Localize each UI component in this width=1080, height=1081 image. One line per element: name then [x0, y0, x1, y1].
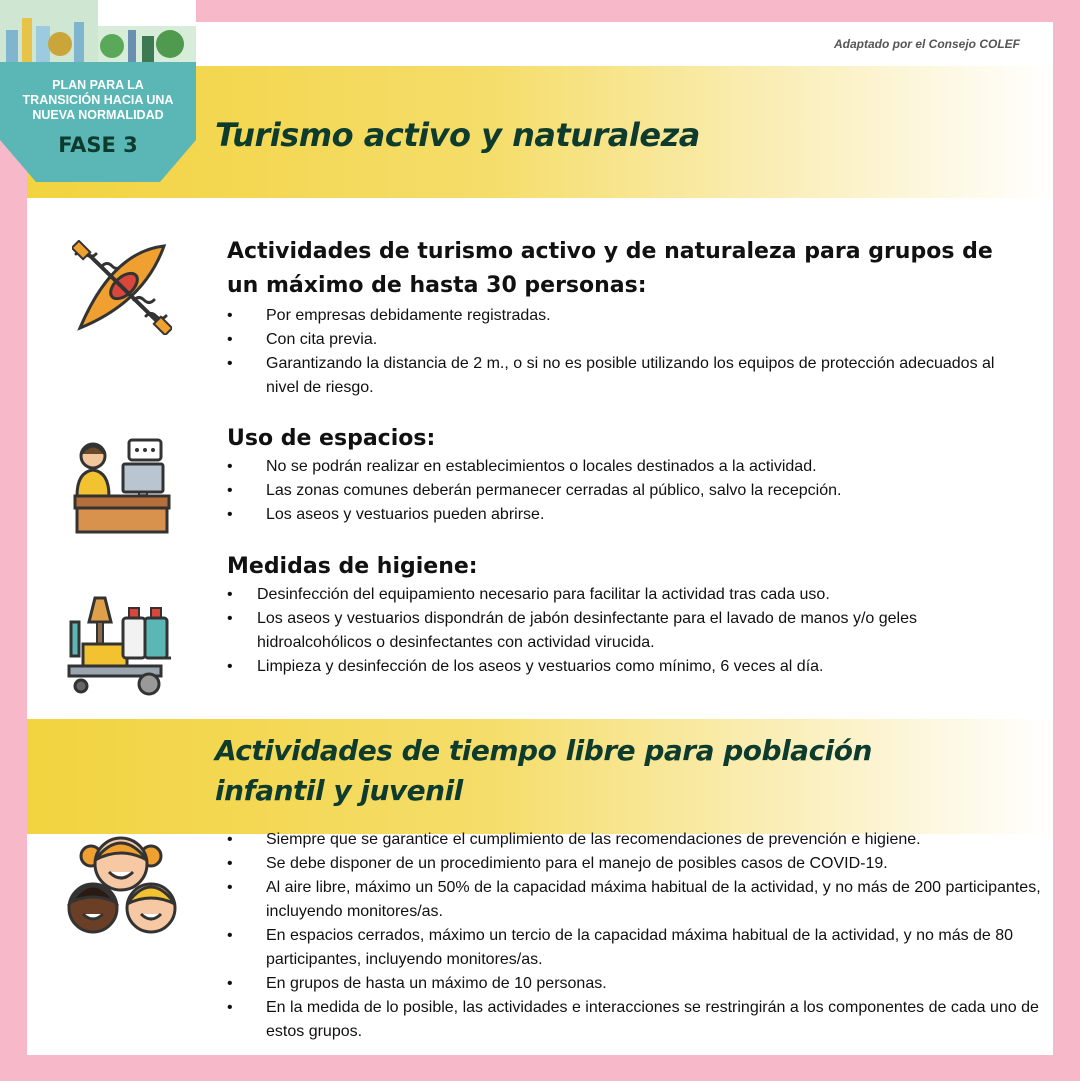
- reception-desk-icon: [73, 434, 173, 539]
- list-item: • En la medida de lo posible, las actividades e interacciones se restringirán a los componentes de cada uno de estos grupos.: [227, 996, 1052, 1044]
- list-item: • Garantizando la distancia de 2 m., o si no es posible utilizando los equipos de protección adecuados al nivel de riesgo.: [227, 352, 1007, 400]
- list-item: • Con cita previa.: [227, 328, 1007, 352]
- list-item: • No se podrán realizar en establecimientos o locales destinados a la actividad.: [227, 455, 1007, 479]
- list-item: • Los aseos y vestuarios pueden abrirse.: [227, 503, 1007, 527]
- phase-label: FASE 3: [58, 133, 138, 157]
- bullet-list: [227, 828, 1052, 1044]
- bullet-list: [227, 304, 1007, 400]
- list-item: • Por empresas debidamente registradas.: [227, 304, 1007, 328]
- badge-line: NUEVA NORMALIDAD: [32, 108, 164, 122]
- bullet-list: [227, 455, 1007, 527]
- badge-text: [0, 78, 196, 123]
- bullet-list: [227, 583, 1007, 679]
- children-icon: [61, 830, 181, 945]
- list-item: • Al aire libre, máximo un 50% de la capacidad máxima habitual de la actividad, y no más de 200 participantes, incluyendo monitores/as.: [227, 876, 1052, 924]
- badge-line: PLAN PARA LA: [52, 78, 144, 92]
- block-heading: Actividades de turismo activo y de naturaleza para grupos de un máximo de hasta 30 personas:: [227, 239, 993, 298]
- list-item: • Siempre que se garantice el cumplimiento de las recomendaciones de prevención e higiene.: [227, 828, 1052, 852]
- list-item: • Las zonas comunes deberán permanecer cerradas al público, salvo la recepción.: [227, 479, 1007, 503]
- kayak-icon: [72, 240, 172, 340]
- list-item: • Desinfección del equipamiento necesario para facilitar la actividad tras cada uso.: [227, 583, 1007, 607]
- list-item: • En espacios cerrados, máximo un tercio de la capacidad máxima habitual de la actividad, y no más de 80 participantes, incluyendo monitores/as.: [227, 924, 1052, 972]
- list-item: • Limpieza y desinfección de los aseos y vestuarios como mínimo, 6 veces al día.: [227, 655, 1007, 679]
- phase-badge: [0, 0, 196, 186]
- list-item: • Los aseos y vestuarios dispondrán de jabón desinfectante para el lavado de manos y/o geles hidroalcohólicos o desinfectantes con actividad virucida.: [227, 607, 1007, 655]
- section-title-line: Actividades de tiempo libre para población: [215, 734, 872, 767]
- section-banner: [27, 719, 1053, 834]
- list-item: • Se debe disponer de un procedimiento para el manejo de posibles casos de COVID-19.: [227, 852, 1052, 876]
- block-heading: Uso de espacios:: [227, 426, 436, 451]
- section-title: [215, 731, 872, 811]
- cleaning-cart-icon: [65, 594, 175, 703]
- badge-line: TRANSICIÓN HACIA UNA: [22, 93, 174, 107]
- credit-text: Adaptado por el Consejo COLEF: [833, 37, 1020, 51]
- section-title: Turismo activo y naturaleza: [215, 116, 700, 154]
- list-item: • En grupos de hasta un máximo de 10 personas.: [227, 972, 1052, 996]
- section-title-line: infantil y juvenil: [215, 774, 463, 807]
- block-heading: Medidas de higiene:: [227, 554, 478, 579]
- government-logo: [98, 0, 196, 26]
